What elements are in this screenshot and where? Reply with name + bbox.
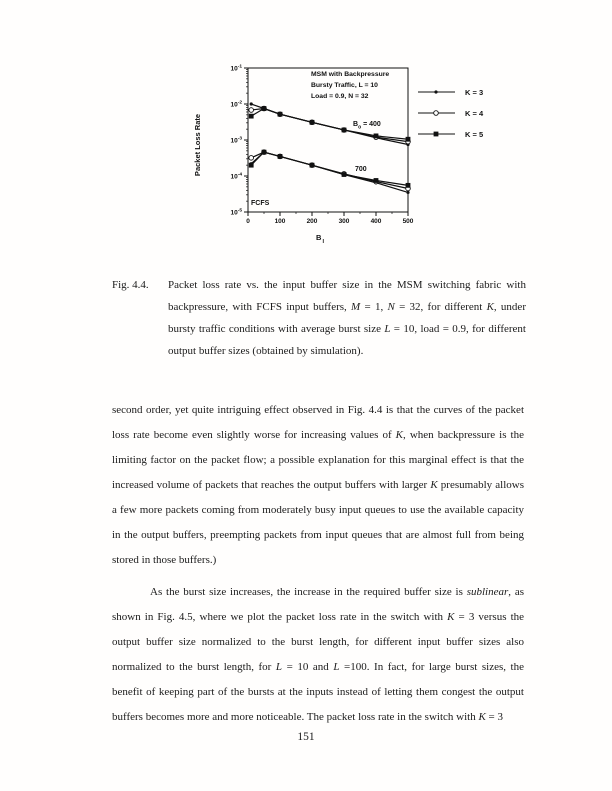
paragraph-2: As the burst size increases, the increase in the required buffer size is sublinear, as shown in Fig. 4.5, where we plot the packet loss rate in the switch with K = 3 versus the output buffer size normalized to the burst length, for different input buffer sizes also normalized to the burst length, for L = 10 and L =100. In fact, for large burst sizes, the benefit of keeping part of the bursts at the inputs instead of letting them congest the output buffers becomes more and more noticeable. The packet loss rate in the switch with K = 3 [112, 586, 525, 723]
chart-series-Bo=700-K=5 [249, 150, 411, 188]
svg-text:10-2: $10^{-2}$ [230, 100, 242, 109]
svg-text:BI: $B_I$ [316, 233, 324, 245]
legend-entry-K=3 [418, 88, 483, 97]
svg-text:MSM with Backpressure: MSM with Backpressure [311, 71, 390, 78]
svg-text:400: 400 [370, 218, 382, 225]
svg-text:FCFS: FCFS [251, 200, 270, 207]
svg-text:Bursty Traffic, L = 10: Bursty Traffic, L = 10 [311, 82, 378, 89]
legend-entry-K=4 [418, 109, 484, 118]
chart-legend [418, 88, 484, 139]
svg-text:0: 0 [246, 218, 250, 225]
svg-text:K = 5: K = 5 [465, 130, 484, 139]
figure-4-4 [170, 48, 550, 263]
chart-title-block [311, 71, 389, 100]
chart-series-Bo=700-K=3 [250, 151, 410, 194]
svg-text:700: 700 [355, 166, 367, 173]
svg-text:10-1: $10^{-1}$ [230, 64, 242, 73]
packet-loss-chart [170, 48, 550, 263]
svg-text:Packet Loss Rate: Packet Loss Rate [193, 113, 202, 177]
svg-text:200: 200 [306, 218, 318, 225]
paragraph-1: second order, yet quite intriguing effect observed in Fig. 4.4 is that the curves of the packet loss rate become even slightly worse for increasing values of K, when backpressure is the limiting factor on the packet flow; a possible explanation for this marginal effect is that the increased volume of packets that reaches the output buffers with larger K presumably allows a few more packets coming from moderately busy input queues to use the available capacity in the output buffers, preempting packets from input queues that are almost full from being stored in those buffers.) [112, 404, 524, 566]
legend-entry-K=5 [418, 130, 483, 139]
chart-axis-titles [193, 114, 324, 245]
figure-caption [112, 274, 526, 362]
chart-series-Bo=400-K=5 [249, 106, 411, 142]
figure-caption-label: Fig. 4.4. [112, 279, 149, 291]
svg-text:10-3: $10^{-3}$ [230, 136, 242, 145]
page-number: 151 [297, 731, 315, 743]
body-text [112, 398, 524, 730]
svg-text:Bo = 400: $B_o = 400$ [353, 121, 381, 131]
svg-text:K = 4: K = 4 [465, 109, 484, 118]
figure-caption-text: Packet loss rate vs. the input buffer size in the MSM switching fabric with backpressure, with FCFS input buffers, M = 1, N = 32, for different K, under bursty traffic conditions with average burst size L = 10, load = 0.9, for different output buffer sizes (obtained by simulation). [168, 279, 526, 357]
svg-text:10-5: $10^{-5}$ [230, 208, 242, 217]
chart-series-Bo=400-K=3 [250, 102, 410, 146]
svg-text:K = 3: K = 3 [465, 88, 484, 97]
svg-text:Load = 0.9, N = 32: Load = 0.9, N = 32 [311, 93, 369, 100]
svg-text:300: 300 [338, 218, 350, 225]
svg-text:10-4: $10^{-4}$ [230, 172, 242, 181]
svg-text:500: 500 [402, 218, 414, 225]
svg-text:100: 100 [274, 218, 286, 225]
